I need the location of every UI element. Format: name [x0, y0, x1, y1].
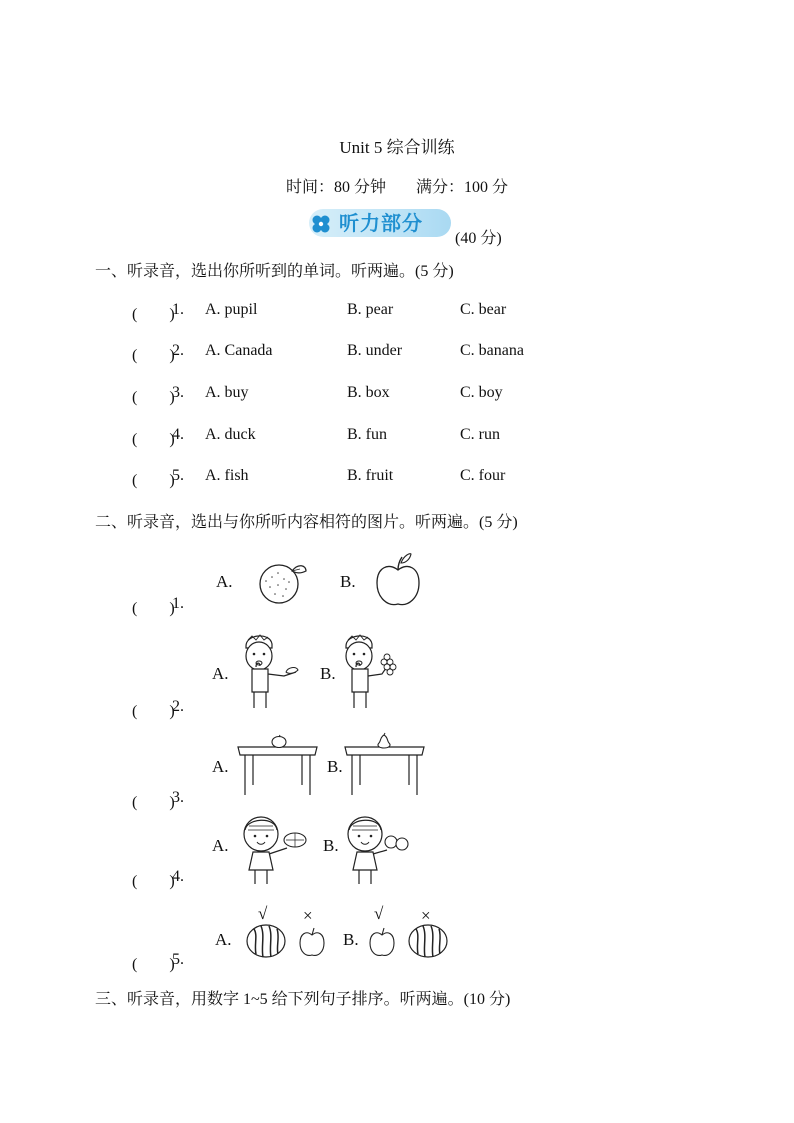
option-b: B. fun: [347, 426, 387, 443]
option-b-label: B.: [343, 930, 359, 949]
listening-part-banner: [309, 209, 451, 237]
option-a: A. Canada: [205, 342, 273, 359]
question-number: 2.: [172, 698, 184, 715]
apple-icon[interactable]: [368, 926, 396, 958]
option-a-label: A.: [212, 757, 229, 776]
option-a: A. buy: [205, 384, 249, 401]
answer-blank[interactable]: ( ): [132, 347, 175, 364]
option-b-label: B.: [320, 664, 336, 683]
option-b: B. box: [347, 384, 390, 401]
check-mark: √: [258, 904, 268, 923]
cross-mark: ×: [421, 906, 431, 925]
option-a: A. pupil: [205, 301, 258, 318]
option-a-label: A.: [215, 930, 232, 949]
answer-blank[interactable]: ( ): [132, 600, 175, 617]
option-a: A. fish: [205, 467, 249, 484]
question-number: 1.: [172, 595, 184, 612]
option-a-label: A.: [216, 572, 233, 591]
option-c: C. banana: [460, 342, 524, 359]
boy-eating-icon[interactable]: [238, 632, 300, 710]
boy-with-grapes-icon[interactable]: [340, 632, 402, 710]
orange-icon[interactable]: [256, 557, 308, 607]
answer-blank[interactable]: ( ): [132, 956, 175, 973]
girl-with-apples-icon[interactable]: [345, 814, 415, 888]
answer-blank[interactable]: ( ): [132, 306, 175, 323]
answer-blank[interactable]: ( ): [132, 703, 175, 720]
option-b-label: B.: [323, 836, 339, 855]
time-limit: 时间：80 分钟: [285, 179, 386, 196]
exam-info: [0, 174, 794, 197]
answer-blank[interactable]: ( ): [132, 794, 175, 811]
option-b-label: B.: [340, 572, 356, 591]
option-a-label: A.: [212, 664, 229, 683]
watermelon-icon[interactable]: [245, 923, 287, 959]
question-number: 2.: [172, 342, 184, 359]
answer-blank[interactable]: ( ): [132, 873, 175, 890]
option-b: B. pear: [347, 301, 394, 318]
question-number: 4.: [172, 868, 184, 885]
question-number: 1.: [172, 301, 184, 318]
option-c: C. run: [460, 426, 500, 443]
table-with-pear-icon[interactable]: [344, 733, 426, 797]
option-a: A. duck: [205, 426, 256, 443]
check-mark: √: [374, 904, 384, 923]
clover-icon: [310, 213, 332, 235]
section1-heading: 一、听录音，选出你所听到的单词。听两遍。(5 分): [95, 263, 454, 280]
answer-blank[interactable]: ( ): [132, 472, 175, 489]
option-c: C. boy: [460, 384, 503, 401]
apple-icon[interactable]: [374, 552, 422, 610]
table-with-peach-icon[interactable]: [237, 733, 319, 797]
section3-heading: 三、听录音，用数字 1~5 给下列句子排序。听两遍。(10 分): [95, 991, 511, 1008]
question-number: 5.: [172, 467, 184, 484]
girl-with-fruit-icon[interactable]: [241, 814, 311, 888]
page-title: Unit 5 综合训练: [339, 138, 455, 157]
answer-blank[interactable]: ( ): [132, 389, 175, 406]
apple-icon[interactable]: [298, 926, 326, 958]
banner-score: (40 分): [455, 230, 502, 247]
option-b: B. fruit: [347, 467, 394, 484]
option-c: C. four: [460, 467, 506, 484]
full-score: 满分：100 分: [416, 179, 509, 196]
option-b-label: B.: [327, 757, 343, 776]
question-number: 5.: [172, 951, 184, 968]
question-number: 3.: [172, 384, 184, 401]
watermelon-icon[interactable]: [407, 923, 449, 959]
option-b: B. under: [347, 342, 403, 359]
cross-mark: ×: [303, 906, 313, 925]
question-number: 4.: [172, 426, 184, 443]
option-a-label: A.: [212, 836, 229, 855]
question-number: 3.: [172, 789, 184, 806]
banner-label: 听力部分: [339, 211, 423, 235]
section2-heading: 二、听录音，选出与你所听内容相符的图片。听两遍。(5 分): [95, 514, 518, 531]
answer-blank[interactable]: ( ): [132, 431, 175, 448]
option-c: C. bear: [460, 301, 507, 318]
